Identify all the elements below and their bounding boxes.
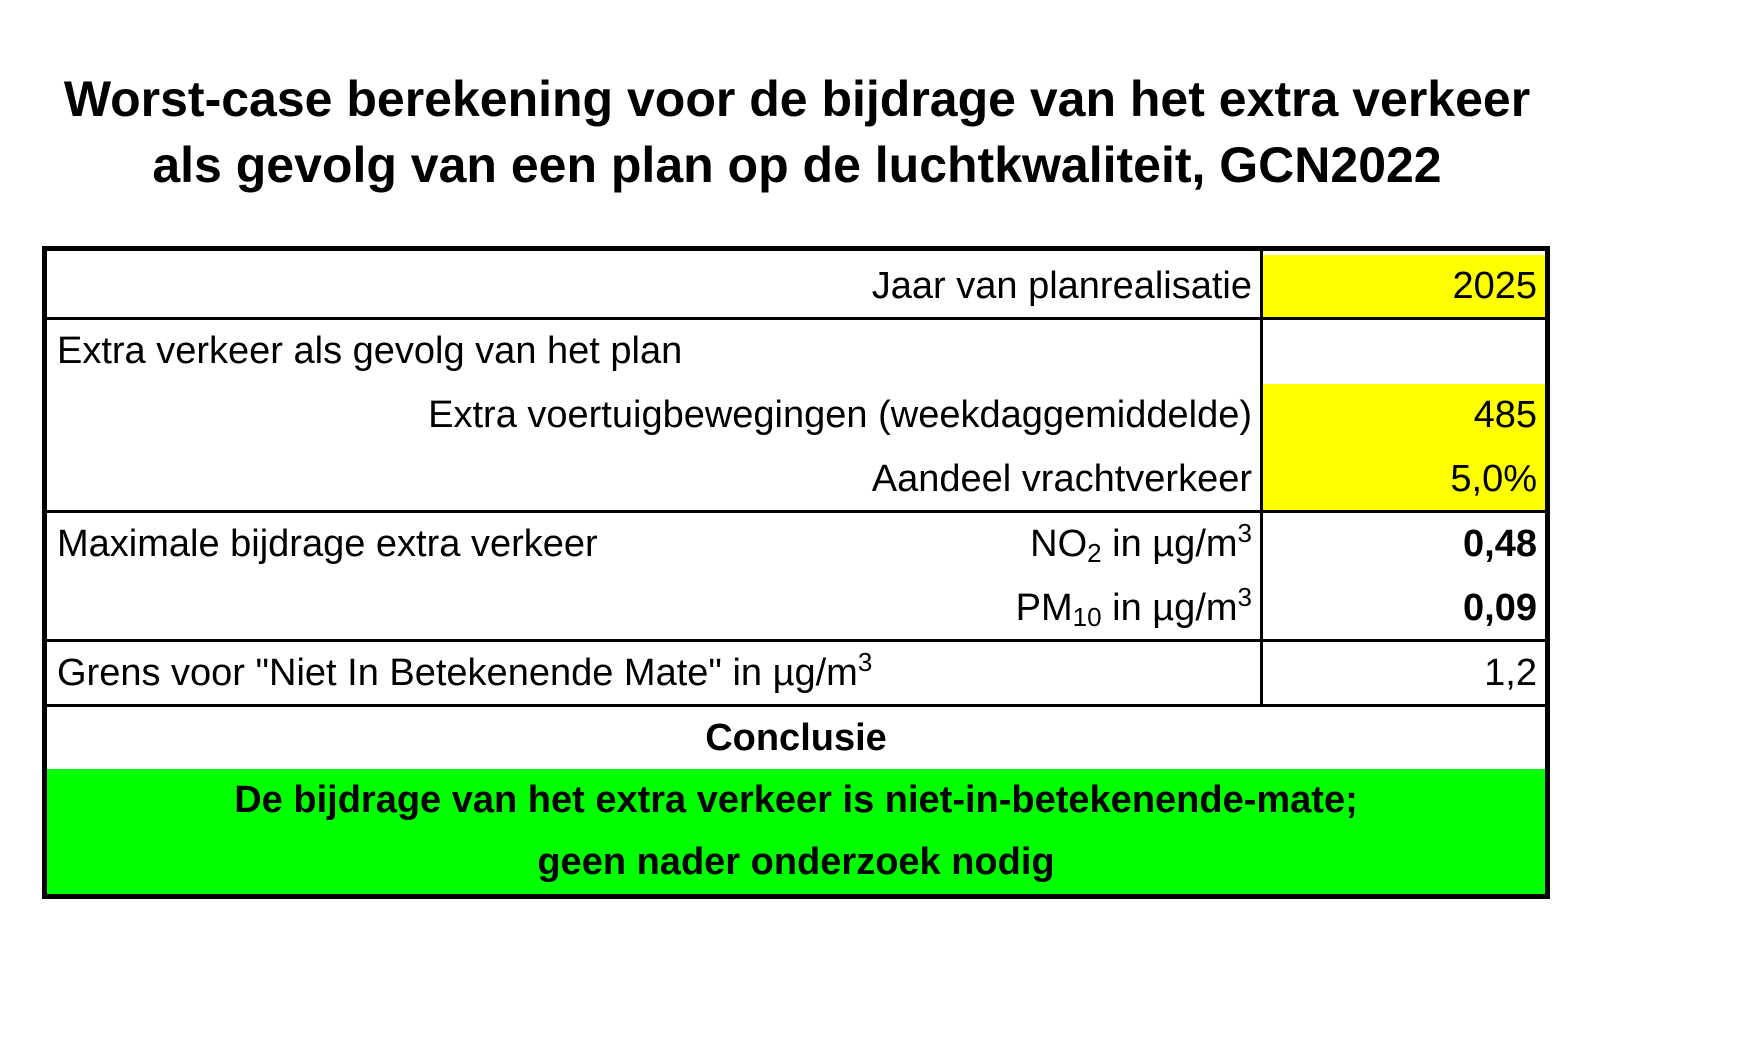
conclusion-header: Conclusie — [705, 717, 887, 759]
truck-share-label: Aandeel vrachtverkeer — [871, 458, 1252, 500]
column-divider — [1260, 251, 1263, 707]
year-label: Jaar van planrealisatie — [871, 265, 1252, 307]
divider-after-year — [47, 317, 1545, 320]
traffic-section-label: Extra verkeer als gevolg van het plan — [57, 330, 683, 372]
nibm-label-superscript: 3 — [857, 647, 873, 677]
vehicle-movements-label: Extra voertuigbewegingen (weekdaggemiddelde) — [428, 394, 1252, 436]
pm10-label-prefix: PM — [1015, 587, 1073, 629]
divider-after-contribution — [47, 639, 1545, 642]
nibm-value: 1,2 — [1484, 652, 1537, 694]
no2-label-superscript: 3 — [1237, 518, 1252, 548]
divider-after-nibm — [47, 704, 1545, 707]
no2-label-prefix: NO — [1030, 523, 1088, 565]
nibm-label-text: Grens voor "Niet In Betekenende Mate" in µg/m — [57, 652, 858, 694]
no2-label-unit: in µg/m — [1101, 523, 1238, 565]
no2-value: 0,48 — [1463, 523, 1537, 565]
pm10-label-superscript: 3 — [1237, 582, 1252, 612]
truck-share-input-cell[interactable]: 5,0% — [1263, 448, 1545, 510]
year-input-cell[interactable]: 2025 — [1263, 255, 1545, 317]
conclusion-line-1: De bijdrage van het extra verkeer is niet-in-betekenende-mate; — [234, 779, 1358, 821]
vehicle-movements-input-cell[interactable]: 485 — [1263, 384, 1545, 448]
title-line-1: Worst-case berekening voor de bijdrage van het extra verkeer — [63, 71, 1531, 127]
pm10-value: 0,09 — [1463, 587, 1537, 629]
conclusion-box — [47, 769, 1545, 894]
conclusion-line-2: geen nader onderzoek nodig — [537, 841, 1055, 883]
no2-label-subscript: 2 — [1087, 538, 1102, 568]
max-contribution-label: Maximale bijdrage extra verkeer — [57, 523, 598, 565]
title-line-2: als gevolg van een plan op de luchtkwaliteit, GCN2022 — [152, 137, 1442, 193]
divider-after-traffic — [47, 510, 1545, 513]
pm10-label-subscript: 10 — [1072, 602, 1102, 632]
nibm-label — [47, 642, 1260, 704]
calculation-table — [42, 246, 1550, 899]
pm10-label — [747, 577, 1260, 639]
page-title — [0, 66, 1594, 198]
pm10-label-unit: in µg/m — [1101, 587, 1238, 629]
no2-label — [747, 513, 1260, 575]
